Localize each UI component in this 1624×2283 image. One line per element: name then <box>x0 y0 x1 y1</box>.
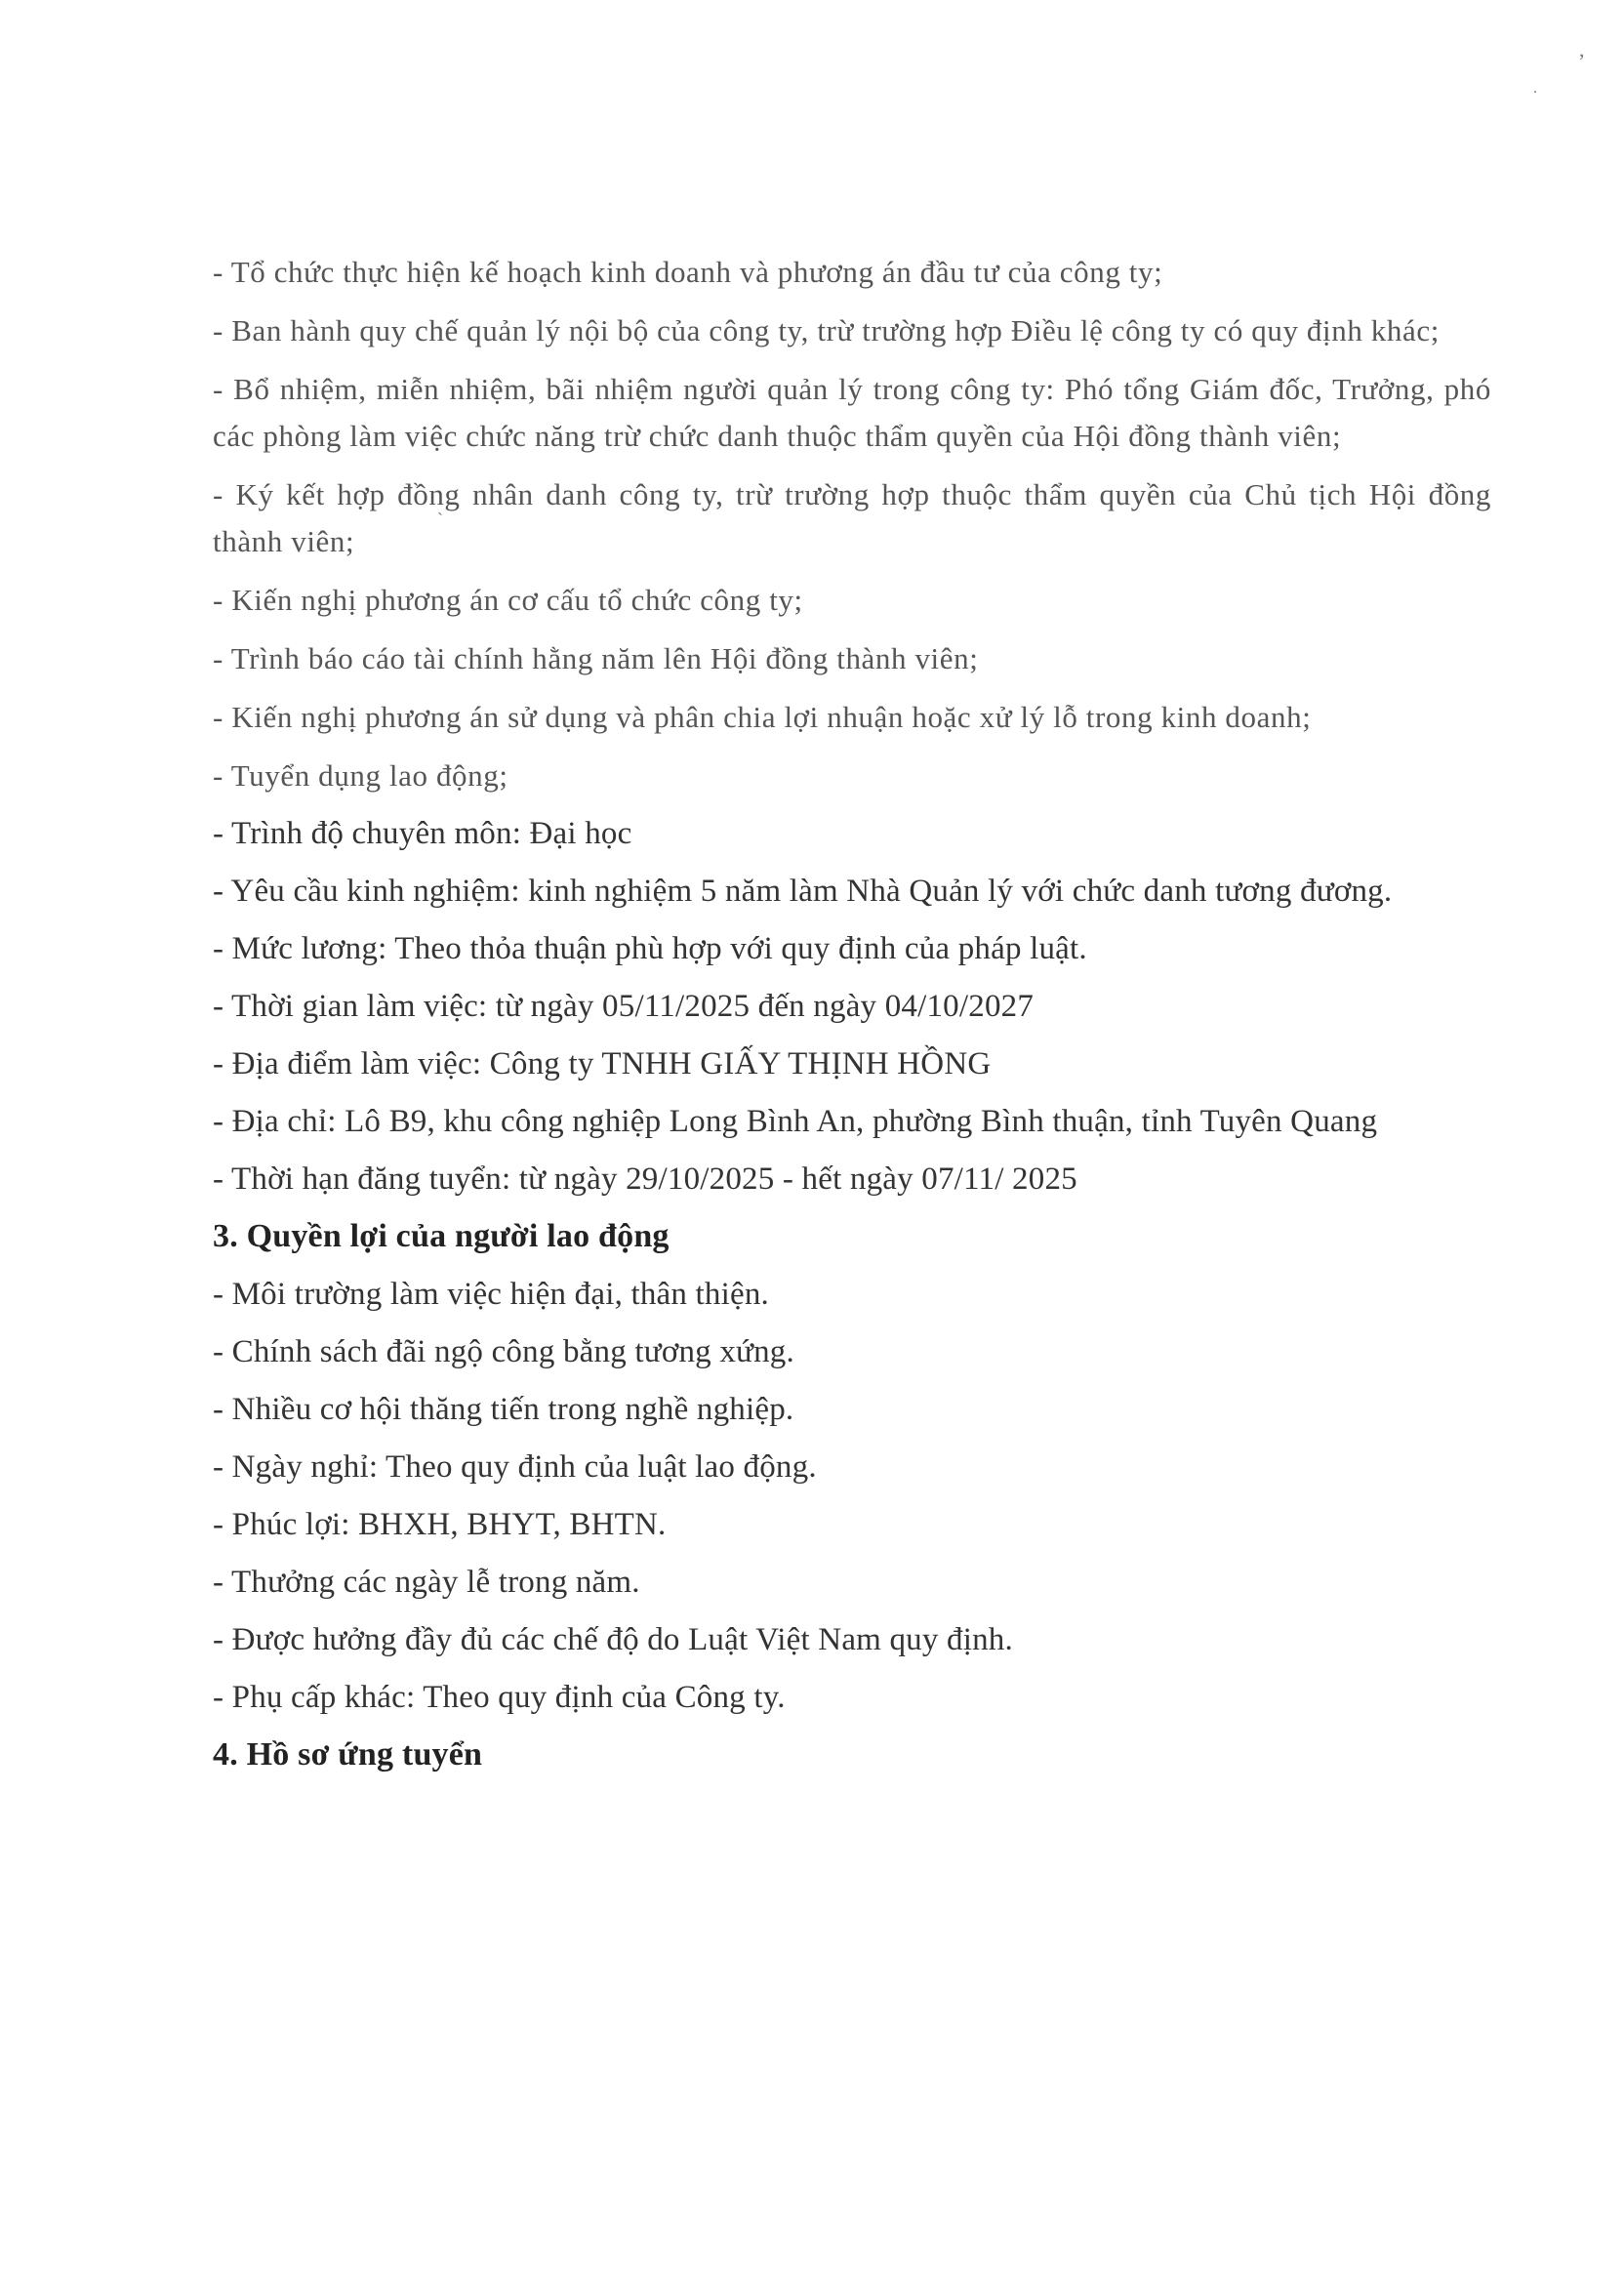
benefit-item: - Chính sách đãi ngộ công bằng tương xứng. <box>213 1334 794 1369</box>
document-body <box>213 249 1491 1778</box>
benefit-item: - Môi trường làm việc hiện đại, thân thiện. <box>213 1277 769 1312</box>
duty-item: - Kiến nghị phương án cơ cấu tổ chức công ty; <box>213 583 803 617</box>
requirement-item: - Mức lương: Theo thỏa thuận phù hợp với quy định của pháp luật. <box>213 931 1087 966</box>
scan-mark: . <box>1533 80 1537 97</box>
benefit-item: - Thưởng các ngày lễ trong năm. <box>213 1565 640 1600</box>
requirement-item: - Thời hạn đăng tuyển: từ ngày 29/10/2025 - hết ngày 07/11/ 2025 <box>213 1162 1077 1197</box>
requirement-item: - Thời gian làm việc: từ ngày 05/11/2025 đến ngày 04/10/2027 <box>213 989 1035 1024</box>
scan-mark: ` <box>437 510 443 529</box>
requirement-item: - Địa điểm làm việc: Công ty TNHH GIẤY THỊNH HỒNG <box>213 1046 992 1081</box>
duty-item: - Tổ chức thực hiện kế hoạch kinh doanh và phương án đầu tư của công ty; <box>213 255 1163 289</box>
benefit-item: - Phúc lợi: BHXH, BHYT, BHTN. <box>213 1507 667 1542</box>
duty-item: - Tuyển dụng lao động; <box>213 758 508 793</box>
duty-item: - Ban hành quy chế quản lý nội bộ của công ty, trừ trường hợp Điều lệ công ty có quy định khác; <box>213 313 1440 347</box>
section-heading-benefits: 3. Quyền lợi của người lao động <box>213 1218 670 1254</box>
benefit-item: - Ngày nghỉ: Theo quy định của luật lao động. <box>213 1449 817 1485</box>
section-heading-application: 4. Hồ sơ ứng tuyển <box>213 1736 483 1773</box>
benefit-item: - Phụ cấp khác: Theo quy định của Công ty. <box>213 1680 786 1715</box>
requirement-item: - Yêu cầu kinh nghiệm: kinh nghiệm 5 năm làm Nhà Quản lý với chức danh tương đương. <box>213 874 1393 909</box>
duty-item: - Trình báo cáo tài chính hằng năm lên Hội đồng thành viên; <box>213 641 979 675</box>
scan-mark: , <box>1579 37 1585 61</box>
requirement-item: - Trình độ chuyên môn: Đại học <box>213 816 632 851</box>
duty-item: - Bổ nhiệm, miễn nhiệm, bãi nhiệm người quản lý trong công ty: Phó tổng Giám đốc, Trưởng, phó các phòng làm việc chức năng trừ chức danh thuộc thẩm quyền của Hội đồng thành viên; <box>213 372 1491 453</box>
benefit-item: - Nhiều cơ hội thăng tiến trong nghề nghiệp. <box>213 1392 794 1427</box>
requirement-item: - Địa chỉ: Lô B9, khu công nghiệp Long Bình An, phường Bình thuận, tỉnh Tuyên Quang <box>213 1104 1378 1139</box>
duty-item: - Ký kết hợp đồng nhân danh công ty, trừ trường hợp thuộc thẩm quyền của Chủ tịch Hội đồng thành viên; <box>213 477 1491 558</box>
benefit-item: - Được hưởng đầy đủ các chế độ do Luật Việt Nam quy định. <box>213 1622 1013 1657</box>
duty-item: - Kiến nghị phương án sử dụng và phân chia lợi nhuận hoặc xử lý lỗ trong kinh doanh; <box>213 700 1312 734</box>
